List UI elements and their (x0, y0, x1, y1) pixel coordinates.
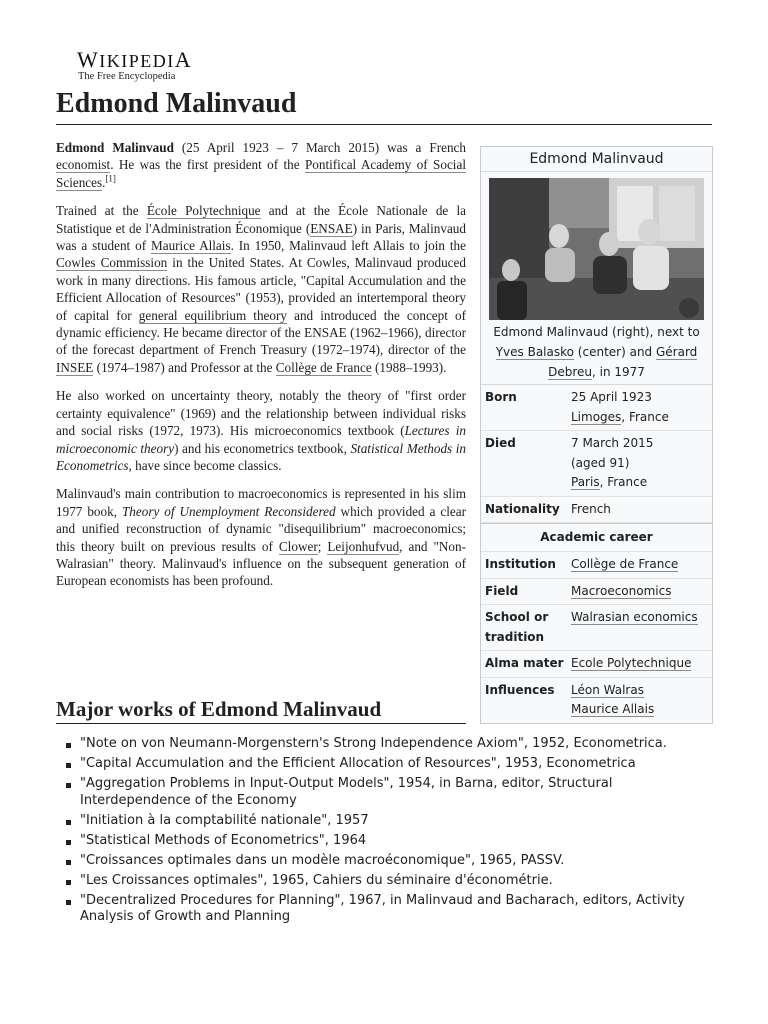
link-general-equilibrium-theory[interactable]: general equilibrium theory (138, 307, 287, 323)
link-macroeconomics[interactable]: Macroeconomics (571, 583, 672, 598)
list-item: "Croissances optimales dans un modèle macroéconomique", 1965, PASSV. (80, 853, 710, 870)
list-item: "Initiation à la comptabilité nationale", 1957 (80, 813, 710, 830)
link-clower[interactable]: Clower (278, 538, 318, 554)
died-date: 7 March 2015 (571, 436, 654, 450)
link-insee[interactable]: INSEE (56, 359, 94, 375)
wikipedia-wordmark: WIKIPEDIA (77, 47, 193, 72)
list-item: "Aggregation Problems in Input-Output Models", 1954, in Barna, editor, Structural Interdependence of the Economy (80, 776, 710, 809)
link-gerard-debreu[interactable]: Gérard Debreu (548, 345, 698, 379)
infobox-row-nationality: Nationality French (481, 497, 712, 524)
list-item: "Statistical Methods of Econometrics", 1964 (80, 833, 710, 850)
link-cowles-commission[interactable]: Cowles Commission (56, 255, 168, 271)
link-ecole-polytechnique-alma[interactable]: Ecole Polytechnique (571, 656, 692, 670)
photo-caption: Edmond Malinvaud (right), next to Yves Balasko (center) and Gérard Debreu, in 1977 (481, 320, 712, 385)
link-college-de-france[interactable]: Collège de France (275, 359, 372, 375)
reference-1[interactable]: [1] (105, 173, 116, 184)
link-economist[interactable]: economist (56, 157, 111, 173)
born-date: 25 April 1923 (571, 390, 652, 404)
list-item: "Decentralized Procedures for Planning", 1967, in Malinvaud and Bacharach, editors, Activity Analysis of Growth and Planning (80, 893, 710, 926)
academic-career-header: Academic career (481, 523, 712, 552)
page-title: Edmond Malinvaud (56, 86, 712, 125)
list-item: "Capital Accumulation and the Efficient Allocation of Resources", 1953, Econometrica (80, 756, 710, 773)
macroeconomics-paragraph: Malinvaud's main contribution to macroeconomics is represented in his slim 1977 book, Theory of Unemployment Reconsidered which provided a clear and unified reconstruction of dynamic "disequilibrium" macroeconomics; this theory built on previous results of Clower; Leijonhufvud, and "Non-Walrasian" theory. Malinvaud's influence on the subsequent generation of European economists has been profound. (56, 486, 467, 589)
subject-name: Edmond Malinvaud (56, 140, 174, 155)
infobox-row-field: Field Macroeconomics (481, 579, 712, 606)
career-paragraph: Trained at the École Polytechnique and at the École Nationale de la Statistique et de l'Administration Économique (ENSAE) in Paris, Malinvaud was a student of Maurice Allais. In 1950, Malinvaud left Allais to join the Cowles Commission in the United States. At Cowles, Malinvaud produced work in many directions. His famous article, "Capital Accumulation and the Efficient Allocation of Resources" (1953), provided an intertemporal theory of capital for general equilibrium theory and introduced the concept of dynamic efficiency. He became director of the ENSAE (1962–1966), director of the forecast department of French Treasury (1972–1974), director of the INSEE (1974–1987) and Professor at the Collège de France (1988–1993). (56, 203, 467, 375)
infobox-row-influences: Influences Léon Walras Maurice Allais (485, 682, 655, 716)
infobox-title: Edmond Malinvaud (481, 147, 712, 172)
infobox-row-born: Born 25 April 1923 Limoges, France (481, 385, 712, 431)
list-item: "Les Croissances optimales", 1965, Cahiers du séminaire d'économétrie. (80, 873, 710, 890)
link-pontifical-academy[interactable]: Pontifical Academy of Social Sciences (56, 157, 466, 190)
major-works-list (80, 736, 710, 929)
wikipedia-logo[interactable] (77, 47, 193, 83)
died-age: (aged 91) (571, 455, 630, 470)
link-paris[interactable]: Paris (571, 475, 600, 489)
portrait-photo[interactable] (489, 178, 704, 320)
link-walrasian-economics[interactable]: Walrasian economics (571, 610, 698, 624)
infobox (480, 146, 713, 724)
link-yves-balasko[interactable]: Yves Balasko (495, 345, 574, 359)
link-limoges[interactable]: Limoges (571, 409, 622, 424)
infobox-row-died: Died 7 March 2015 (aged 91) Paris, France (481, 431, 712, 497)
wikipedia-tagline: The Free Encyclopedia (78, 71, 176, 82)
link-maurice-allais-influence[interactable]: Maurice Allais (571, 702, 655, 716)
infobox-row-alma-mater: Alma mater Ecole Polytechnique (481, 651, 712, 678)
link-ensae[interactable]: ENSAE (310, 220, 353, 236)
infobox-row-school: School or tradition Walrasian economics (481, 605, 712, 651)
infobox-row-institution: Institution Collège de France (481, 552, 712, 579)
link-ecole-polytechnique[interactable]: École Polytechnique (146, 203, 261, 219)
link-leon-walras[interactable]: Léon Walras (571, 682, 644, 697)
section-title-major-works: Major works of Edmond Malinvaud (56, 695, 466, 724)
link-leijonhufvud[interactable]: Leijonhufvud (327, 538, 400, 554)
photo-image (489, 178, 704, 320)
uncertainty-paragraph: He also worked on uncertainty theory, notably the theory of "first order certainty equivalence" (1969) and the relationship between individual risks and social risks (1972, 1973). His microeconomics textbook (Lectures in microeconomic theory) and his econometrics textbook, Statistical Methods in Econometrics, have since become classics. (56, 388, 466, 473)
intro-paragraph: Edmond Malinvaud (25 April 1923 – 7 March 2015) was a French economist. He was the first president of the Pontifical Academy of Social Sciences.[1] (56, 140, 466, 190)
article-body (56, 139, 466, 601)
link-maurice-allais[interactable]: Maurice Allais (150, 238, 231, 254)
link-institution[interactable]: Collège de France (571, 557, 679, 571)
list-item: "Note on von Neumann-Morgenstern's Strong Independence Axiom", 1952, Econometrica. (80, 736, 710, 753)
